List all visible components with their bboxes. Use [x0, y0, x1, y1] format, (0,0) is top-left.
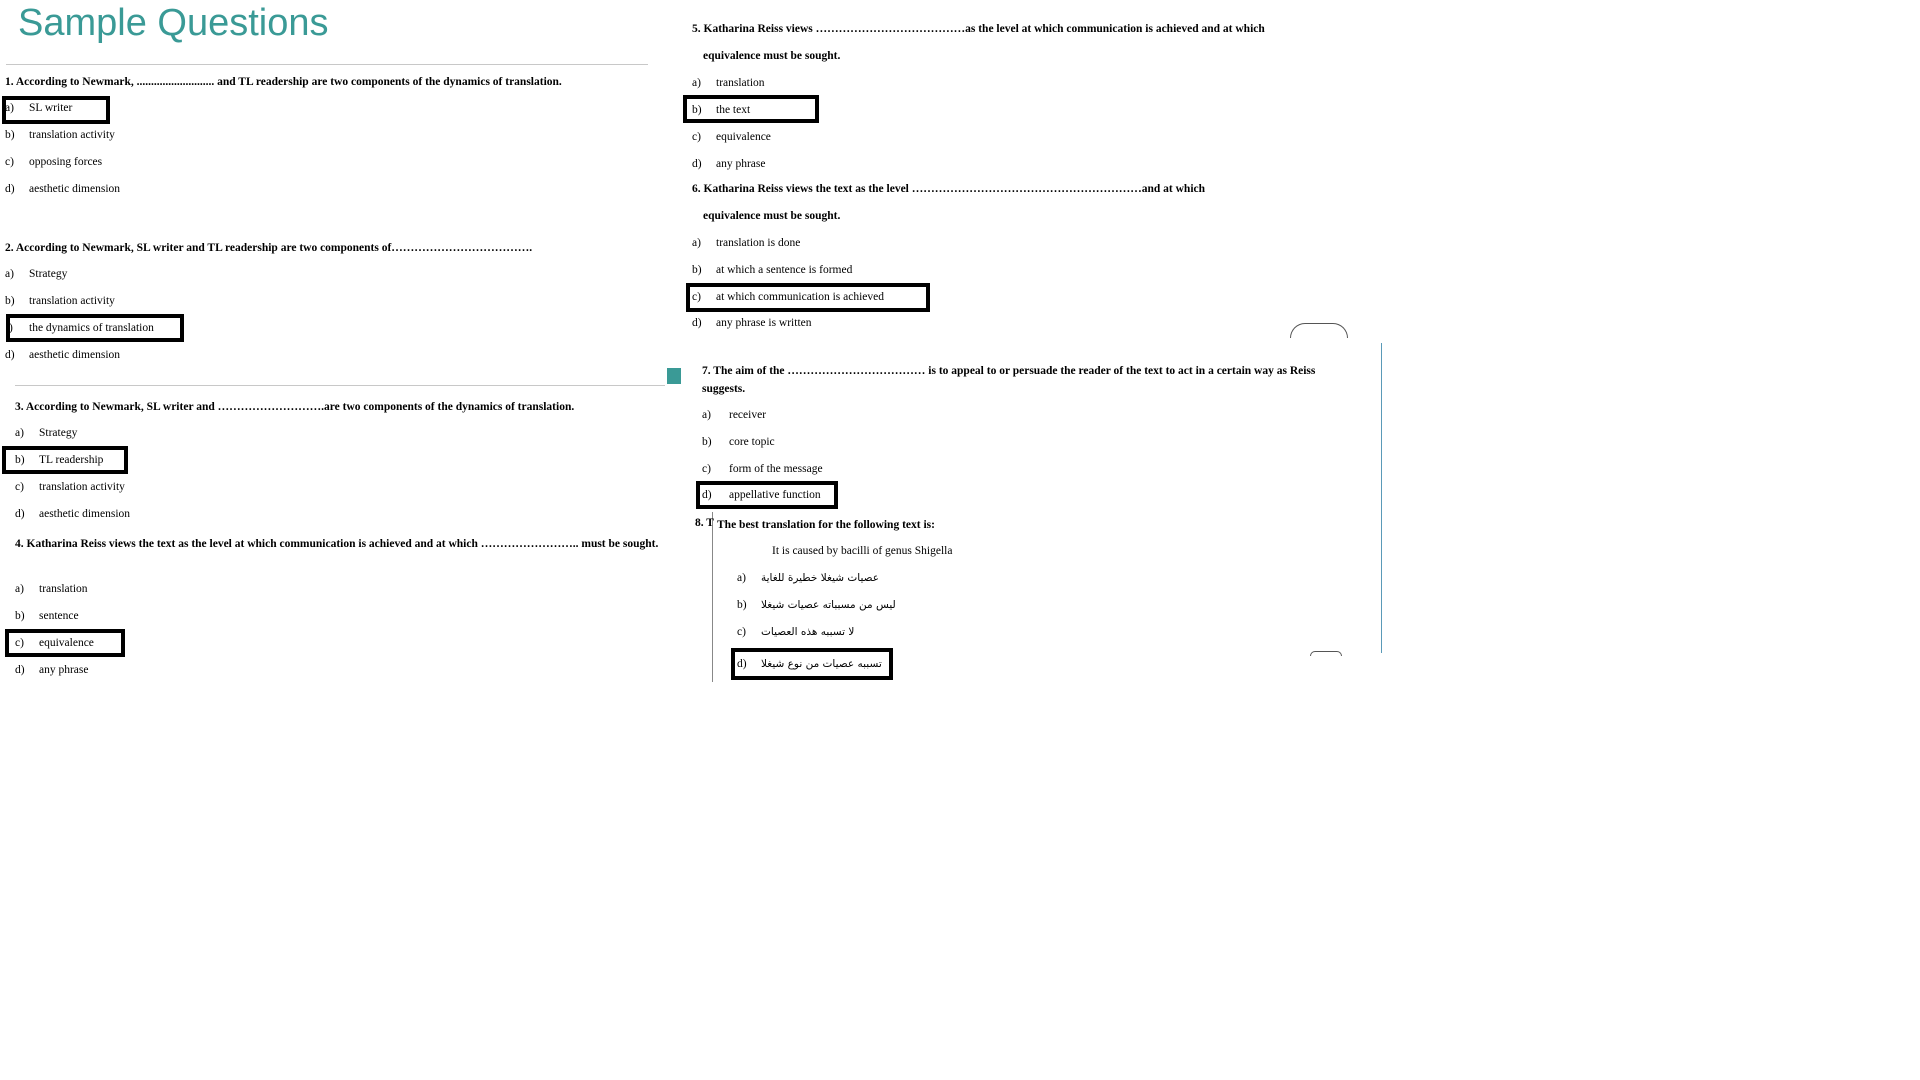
q4-option-a[interactable]: a) translation — [15, 583, 88, 595]
question-4-stem: 4. Katharina Reiss views the text as the level at which communication is achieved and at which …………………….. must be sought. — [15, 538, 659, 550]
q1-option-b[interactable]: b) translation activity — [5, 129, 115, 141]
q2-answer-box — [6, 314, 184, 342]
q6-option-a[interactable]: a) translation is done — [692, 237, 801, 249]
q8-option-b[interactable]: b) ليس من مسبباته عصيات شيغلا — [737, 599, 896, 611]
page-title: Sample Questions — [18, 2, 329, 44]
accent-square — [667, 368, 681, 384]
q4-answer-box — [5, 629, 125, 657]
section-divider — [15, 385, 665, 386]
q5-option-b[interactable]: b) the text — [692, 104, 751, 116]
q1-option-d[interactable]: d) aesthetic dimension — [5, 183, 121, 195]
q1-answer-box — [2, 96, 110, 124]
q4-option-d[interactable]: d) any phrase — [15, 664, 89, 676]
question-6-stem-line1: 6. Katharina Reiss views the text as the level ……………………………………………………and at which — [692, 183, 1206, 195]
question-7-stem: 7. The aim of the ……………………………… is to appeal to or persuade the reader of the text to act in a certain way as Reiss suggests. — [702, 365, 1316, 395]
q5-option-a[interactable]: a) translation — [692, 77, 765, 89]
title-divider — [6, 64, 648, 65]
emblem-small-icon — [1310, 651, 1342, 656]
q8-answer-box — [731, 648, 893, 680]
right-panel-border — [1381, 343, 1382, 653]
question-1-stem: 1. According to Newmark, ........................... and TL readership are two components of the dynamics of translation. — [5, 76, 562, 88]
question-8-number: 8. T — [695, 517, 714, 529]
question-6-stem-line2: equivalence must be sought. — [703, 210, 841, 222]
q6-option-d[interactable]: d) any phrase is written — [692, 317, 812, 329]
question-8-stem: The best translation for the following text is: — [717, 519, 935, 531]
q4-option-b[interactable]: b) sentence — [15, 610, 79, 622]
q3-option-d[interactable]: d) aesthetic dimension — [15, 508, 131, 520]
q7-option-a[interactable]: a) receiver — [702, 409, 767, 421]
q2-option-b[interactable]: b) translation activity — [5, 295, 115, 307]
q4-option-c[interactable]: c) equivalence — [15, 637, 94, 649]
question-5-stem-line2: equivalence must be sought. — [703, 50, 841, 62]
q5-option-d[interactable]: d) any phrase — [692, 158, 766, 170]
q6-option-c[interactable]: c) at which communication is achieved — [692, 291, 884, 303]
q8-source-sentence: It is caused by bacilli of genus Shigella — [772, 545, 953, 557]
question-2-stem: 2. According to Newmark, SL writer and TL readership are two components of………………………………. — [5, 242, 533, 254]
emblem-icon — [1290, 323, 1348, 338]
q2-option-d[interactable]: d) aesthetic dimension — [5, 349, 121, 361]
q5-answer-box — [683, 95, 819, 123]
q3-answer-box — [2, 446, 128, 474]
q7-option-c[interactable]: c) form of the message — [702, 463, 823, 475]
q1-option-c[interactable]: c) opposing forces — [5, 156, 103, 168]
q8-option-c[interactable]: c) لا تسببه هذه العصيات — [737, 626, 855, 638]
q8-option-a[interactable]: a) عصيات شيغلا خطيرة للغاية — [737, 572, 879, 584]
question-5-stem-line1: 5. Katharina Reiss views …………………………………as the level at which communication is achieved and at which — [692, 23, 1265, 35]
q3-option-c[interactable]: c) translation activity — [15, 481, 125, 493]
q7-option-b[interactable]: b) core topic — [702, 436, 775, 448]
q2-option-a[interactable]: a) Strategy — [5, 268, 68, 280]
q6-option-b[interactable]: b) at which a sentence is formed — [692, 264, 853, 276]
q7-option-d[interactable]: d) appellative function — [702, 489, 821, 501]
q8-option-d[interactable]: d) تسببه عصيات من نوع شيغلا — [737, 658, 882, 670]
q6-answer-box — [686, 283, 930, 312]
q5-option-c[interactable]: c) equivalence — [692, 131, 771, 143]
q3-option-b[interactable]: b) TL readership — [15, 454, 104, 466]
question-3-stem: 3. According to Newmark, SL writer and ……………………….are two components of the dynamics of translation. — [15, 401, 575, 413]
q2-option-c[interactable]: ) the dynamics of translation — [9, 322, 154, 334]
q8-left-border — [712, 512, 713, 682]
q3-option-a[interactable]: a) Strategy — [15, 427, 78, 439]
q1-option-a[interactable]: a) SL writer — [5, 102, 73, 114]
q7-answer-box — [696, 481, 838, 509]
